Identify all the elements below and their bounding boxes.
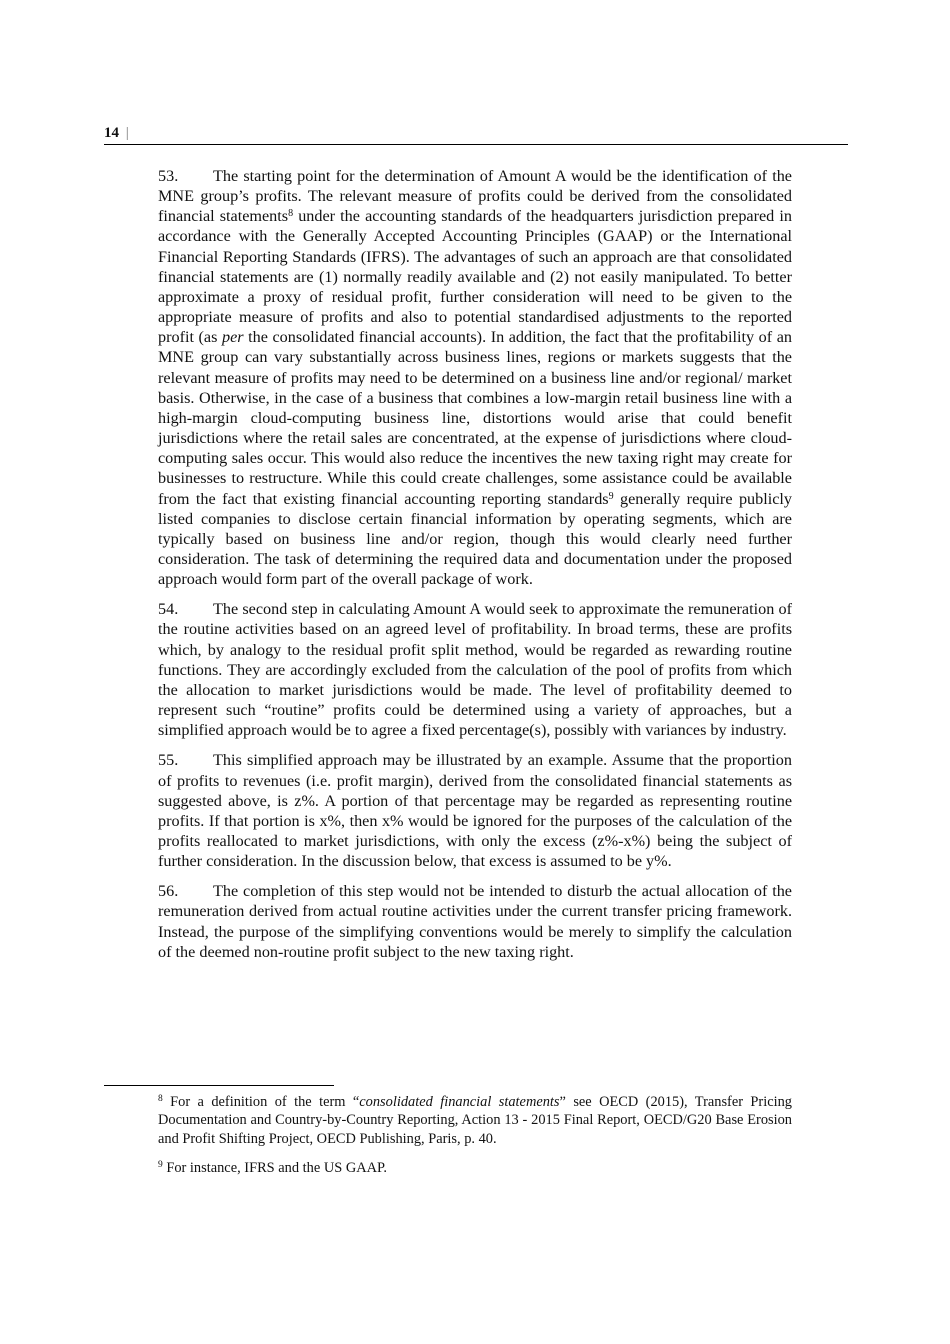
footnote-text: ” see OECD (2015), Transfer Pricing Documentation and Country-by-Country Reporting, Action 13 - 2015 Final Report, OECD/G20 Base Erosion and Profit Shifting Project, OECD Publishing, Paris, p. 40.	[158, 1094, 792, 1147]
paragraph-54	[158, 599, 792, 740]
paragraph-number: 53.	[158, 167, 179, 185]
emphasis-text: per	[221, 328, 244, 347]
footnote-8	[158, 1093, 792, 1148]
paragraph-text: This simplified approach may be illustrated by an example. Assume that the proportion of profits to revenues (i.e. profit margin), derived from the consolidated financial statements as suggested above, is z%. A portion of that percentage may be regarded as representing routine profits. If that portion is x%, then x% would be ignored for the purposes of the calculation of the profits reallocated to market jurisdictions, with only the excess (z%-x%) being the subject of further consideration. In the discussion below, that excess is assumed to be y%.	[158, 751, 792, 871]
paragraph-text: The starting point for the determination of Amount A would be the identification of the MNE group’s profits. The relevant measure of profits could be derived from the consolidated financial statements	[158, 167, 792, 226]
paragraph-text: the consolidated financial accounts). In addition, the fact that the profitability of an MNE group can vary substantially across business lines, regions or markets suggests that the relevant measure of profits may need to be determined on a business line and/or regional/ market basis. Otherwise, in the case of a business that combines a low-margin retail business line with a high-margin cloud-computing business line, distortions would arise that could benefit jurisdictions where the retail sales are concentrated, at the expense of jurisdictions where cloud-computing sales occur. This would also reduce the incentives the new taxing right may create for businesses to restructure. While this could create challenges, some assistance could be available from the fact that existing financial accounting reporting standards	[158, 328, 792, 508]
paragraph-56	[158, 881, 792, 962]
paragraph-text: generally require publicly listed companies to disclose certain financial information by operating segments, which are typically based on business line and/or region, though this would clearly need further consideration. The task of determining the required data and documentation under the proposed approach would form part of the overall package of work.	[158, 489, 792, 589]
paragraph-text: The second step in calculating Amount A would seek to approximate the remuneration of the routine activities based on an agreed level of profitability. In broad terms, these are profits which, by analogy to the residual profit split method, would be regarded as rewarding routine functions. They are accordingly excluded from the calculation of the pool of profits from which the allocation to market jurisdictions would be made. The level of profitability deemed to represent such “routine” profits could be determined using a variety of approaches, but a simplified approach would be to agree a fixed percentage(s), possibly with variances by industry.	[158, 600, 792, 740]
paragraph-55	[158, 750, 792, 871]
footnote-ref-8[interactable]: 8	[288, 208, 294, 220]
paragraph-53	[158, 166, 792, 589]
footnote-mark: 8	[158, 1094, 163, 1104]
footnotes	[158, 1093, 792, 1188]
paragraph-number: 56.	[158, 882, 179, 901]
footnote-ref-9[interactable]: 9	[608, 490, 614, 502]
paragraph-number: 54.	[158, 600, 179, 619]
header-separator: |	[125, 125, 129, 141]
page-number: 14	[104, 125, 119, 141]
footnote-mark: 9	[158, 1159, 163, 1170]
footnote-divider	[104, 1085, 334, 1086]
paragraph-text: The completion of this step would not be intended to disturb the actual allocation of the remuneration derived from actual routine activities under the current transfer pricing framework. Instead, the purpose of the simplifying conventions would be merely to simplify the calculation of the deemed non-routine profit subject to the new taxing right.	[158, 882, 792, 961]
footnote-text: For a definition of the term “	[162, 1094, 360, 1110]
footnote-emphasis: consolidated financial statements	[359, 1094, 560, 1110]
footnote-text: For instance, IFRS and the US GAAP.	[162, 1159, 388, 1176]
footnote-9	[158, 1159, 792, 1177]
paragraph-number: 55.	[158, 751, 179, 770]
page-header	[104, 124, 848, 145]
main-text	[158, 166, 792, 972]
paragraph-text: under the accounting standards of the headquarters jurisdiction prepared in accordance with the Generally Accepted Accounting Principles (GAAP) or the International Financial Reporting Standards (IFRS). The advantages of such an approach are that consolidated financial statements are (1) normally readily available and (2) not easily manipulated. To better approximate a proxy of residual profit, further consideration will need to be given to the appropriate measure of profits and also to potential standardised adjustments to the reported profit (as	[158, 207, 792, 347]
